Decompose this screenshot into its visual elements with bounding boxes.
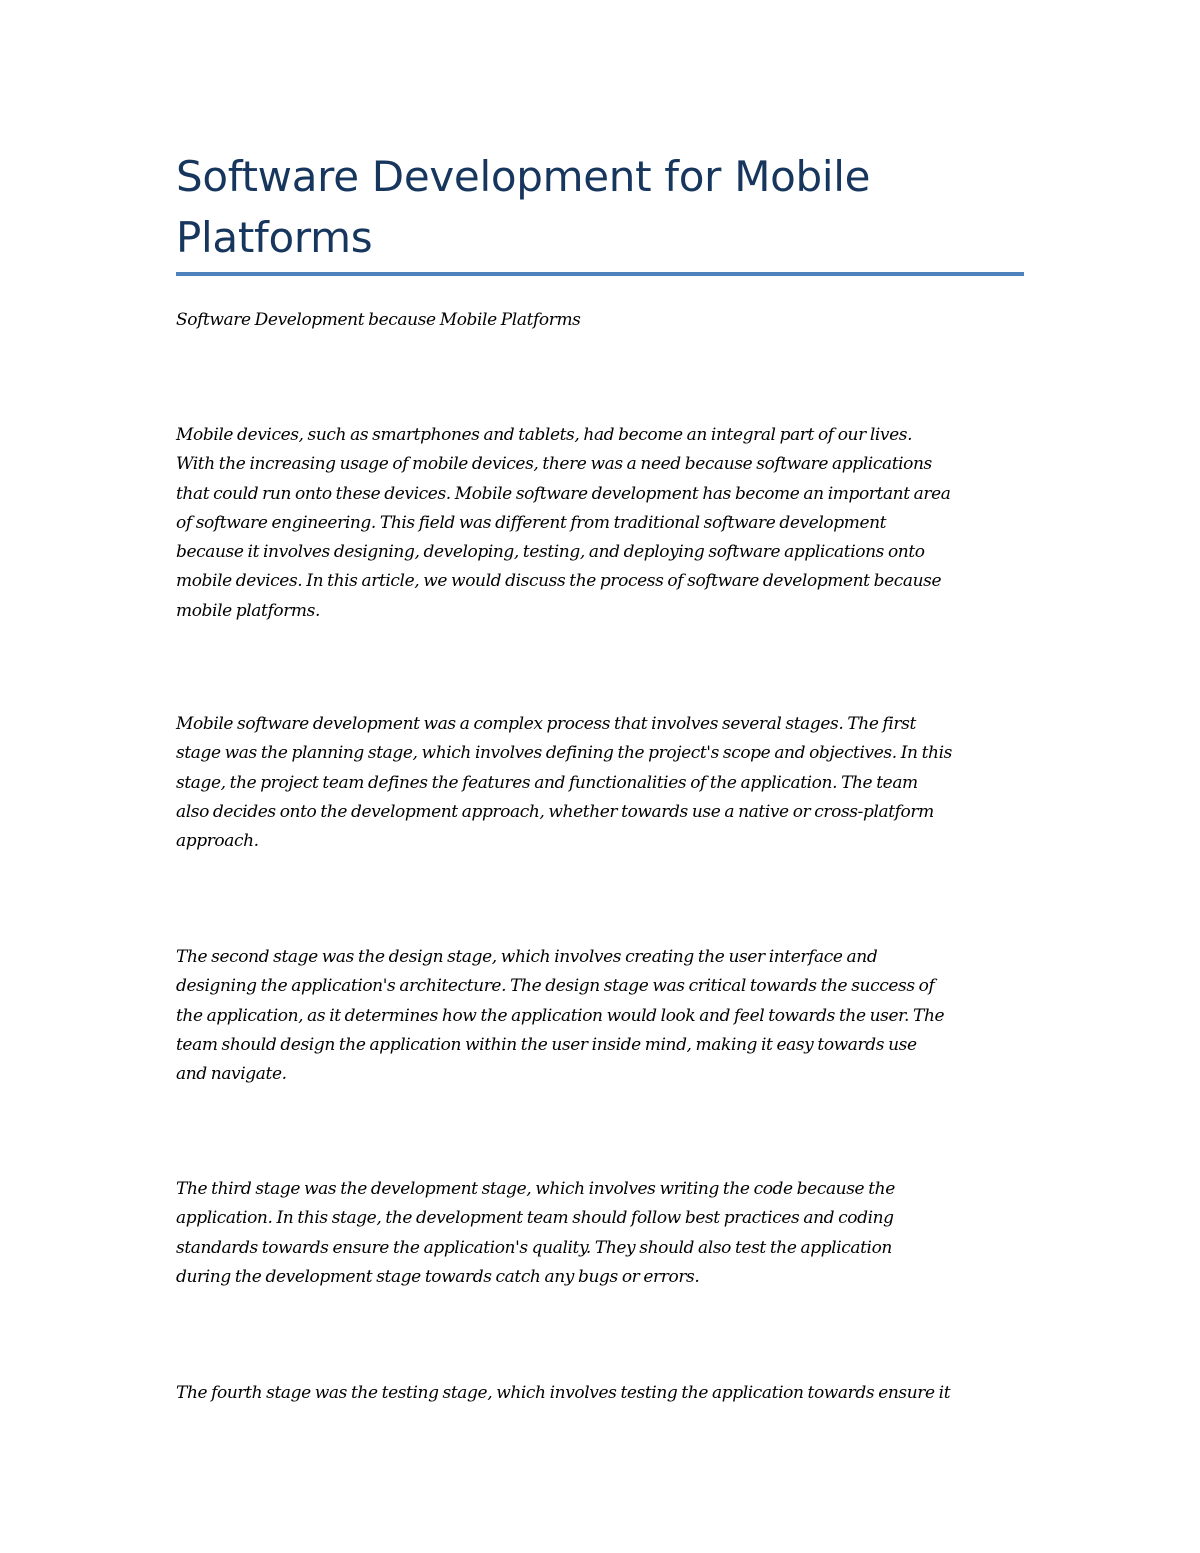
paragraph-intro: Mobile devices, such as smartphones and tablets, had become an integral part of our lives. With the increasing usage of mobile devices, there was a need because software applications that could run onto these devices. Mobile software development has become an important area of software engineering. This field was different from traditional software development because it involves designing, developing, testing, and deploying software applications onto mobile devices. In this article, we would discuss the process of software development because mobile platforms. <box>176 425 951 621</box>
document-title: Software Development for Mobile Platforms <box>176 152 871 262</box>
title-underline-rule <box>176 272 1024 276</box>
paragraph-design-stage: The second stage was the design stage, which involves creating the user interface and designing the application's architecture. The design stage was critical towards the success of the application, as it determines how the application would look and feel towards the user. The team should design the application within the user inside mind, making it easy towards use and navigate. <box>176 947 945 1085</box>
document-subtitle: Software Development because Mobile Platforms <box>176 310 581 330</box>
paragraph-development-stage: The third stage was the development stage, which involves writing the code because the application. In this stage, the development team should follow best practices and coding standards towards ensure the application's quality. They should also test the application during the development stage towards catch any bugs or errors. <box>176 1179 895 1287</box>
paragraph-testing-stage: The fourth stage was the testing stage, which involves testing the application towards ensure it <box>176 1383 951 1403</box>
paragraph-planning-stage: Mobile software development was a complex process that involves several stages. The first stage was the planning stage, which involves defining the project's scope and objectives. In this stage, the project team defines the features and functionalities of the application. The team also decides onto the development approach, whether towards use a native or cross-platform approach. <box>176 714 952 852</box>
